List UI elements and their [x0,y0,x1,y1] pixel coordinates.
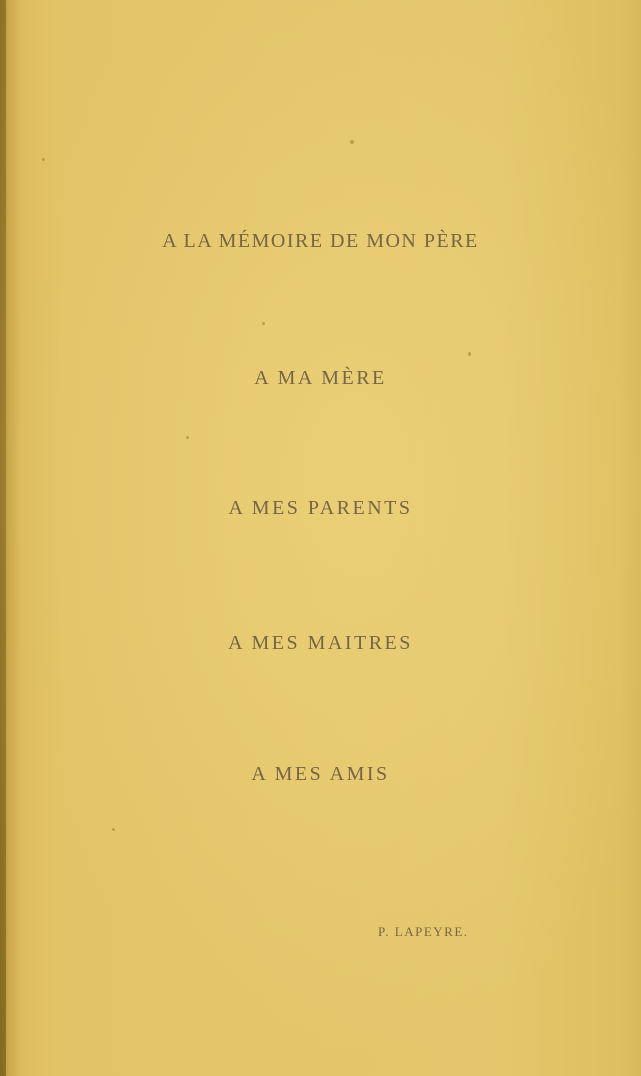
paper-speck [186,436,189,439]
dedication-line-mother: A MA MÈRE [254,367,387,389]
dedication-line-parents: A MES PARENTS [228,497,413,519]
paper-speck [262,322,265,325]
paper-speck [468,352,471,356]
dedication-line-father: A LA MÉMOIRE DE MON PÈRE [162,230,479,252]
paper-speck [42,158,45,161]
paper-speck [350,140,354,144]
author-signature: P. LAPEYRE. [378,924,469,939]
dedication-line-teachers: A MES MAITRES [228,632,413,654]
page-binding-edge [0,0,6,1076]
paper-speck [112,828,115,831]
dedication-line-friends: A MES AMIS [251,763,390,785]
